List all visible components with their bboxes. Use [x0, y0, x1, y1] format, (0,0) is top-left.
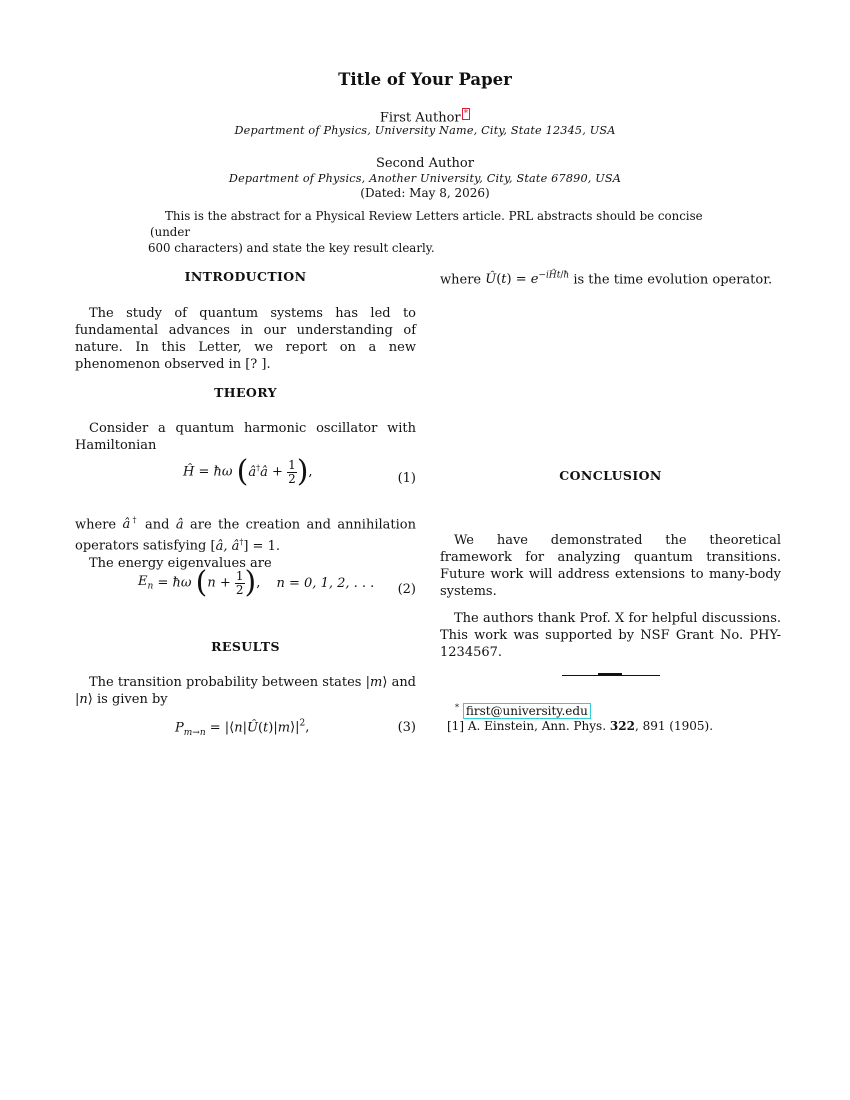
theory-intro-paragraph	[75, 420, 416, 454]
theory-intro-text: Consider a quantum harmonic oscillator with Hamiltonian	[75, 421, 416, 453]
author-first	[0, 108, 850, 125]
equation-2-range: n = 0, 1, 2, . . .	[276, 575, 375, 591]
introduction-paragraph	[75, 305, 416, 373]
equation-3-body: $P_{m\to n}$ = $|⟨n|Û(t)|m⟩|^2$,	[175, 719, 310, 738]
acknowledgment-paragraph	[440, 610, 781, 661]
author-first-name: First Author	[379, 110, 461, 126]
conclusion-paragraph	[440, 532, 781, 600]
reference-1-text-a: A. Einstein, Ann. Phys.	[467, 719, 607, 733]
affiliation-second: Department of Physics, Another University, City, State 67890, USA	[228, 172, 622, 185]
abstract	[150, 208, 715, 256]
section-heading-results: RESULTS	[211, 639, 280, 654]
equation-3-number: (3)	[397, 720, 416, 735]
footnote-email	[455, 703, 591, 719]
section-heading-theory: THEORY	[214, 385, 277, 400]
time-evolution-text: where Û(t) = $e^{-iĤt/ħ}$ is the time evolution operator.	[440, 271, 773, 288]
equation-1	[75, 454, 416, 501]
acknowledgment-text: The authors thank Prof. X for helpful discussions. This work was supported by NSF Grant No. PHY-1234567.	[440, 611, 781, 660]
affiliation-first: Department of Physics, University Name, City, State 12345, USA	[234, 124, 616, 137]
footnote-marker: *	[455, 703, 459, 712]
reference-1-text-b: , 891 (1905).	[634, 719, 714, 733]
energy-eigenvalues-text: The energy eigenvalues are	[89, 555, 272, 571]
introduction-text: The study of quantum systems has led to fundamental advances in our understanding of nature. In this Letter, we report on a new phenomenon observed in [? ].	[75, 306, 416, 372]
section-heading-conclusion: CONCLUSION	[559, 468, 662, 483]
equation-2	[75, 565, 416, 612]
reference-1-label: [1]	[447, 719, 464, 733]
conclusion-text: We have demonstrated the theoretical framework for analyzing quantum transitions. Future work will address extensions to many-body systems.	[440, 533, 781, 599]
footnote-rule-accent	[598, 673, 622, 675]
results-text: The transition probability between states |m⟩ and |n⟩ is given by	[75, 675, 417, 707]
section-heading-introduction: INTRODUCTION	[184, 269, 307, 284]
results-after-eq3	[440, 268, 781, 288]
operators-description: where â† and â are the creation and annihilation operators satisfying [â, â†] = 1.	[75, 516, 416, 554]
results-paragraph	[75, 674, 416, 708]
reference-1-volume: 322	[609, 719, 635, 733]
paper-title: Title of Your Paper	[338, 70, 512, 89]
abstract-line-1: This is the abstract for a Physical Review Letters article. PRL abstracts should be concise (under	[150, 209, 703, 239]
equation-3	[75, 719, 416, 739]
author-footnote-marker[interactable]: *	[463, 109, 469, 119]
dated-line: (Dated: May 8, 2026)	[360, 186, 490, 200]
email-link[interactable]: first@university.edu	[463, 703, 591, 719]
author-second: Second Author	[376, 156, 474, 171]
abstract-line-2: 600 characters) and state the key result clearly.	[148, 241, 435, 255]
equation-1-number: (1)	[397, 471, 416, 486]
theory-after-eq1	[75, 512, 416, 572]
footnote-rule	[562, 675, 660, 676]
reference-1	[447, 719, 713, 733]
equation-1-body: Ĥ = ħω (â†â + $\frac{1}{2}$ ),	[183, 454, 313, 489]
equation-2-number: (2)	[397, 582, 416, 597]
equation-2-body: $E_n$ = ħω (n + $\frac{1}{2}$ ), n = 0, 1, 2, . . .	[138, 565, 375, 600]
